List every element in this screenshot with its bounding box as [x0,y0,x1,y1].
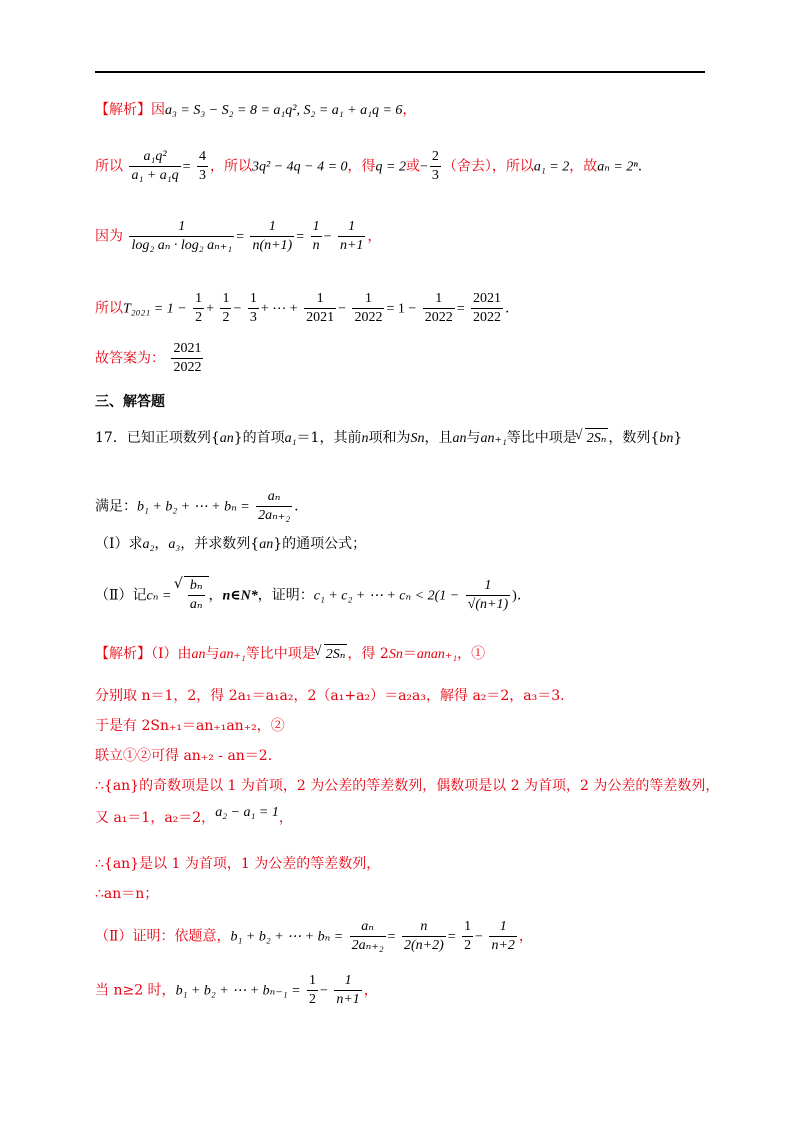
text: ，证明： [257,587,314,604]
fraction [193,290,204,327]
fraction [129,148,180,185]
numerator: 1 [307,972,318,991]
text: ，且 [424,430,453,446]
numerator: 1 [334,972,361,991]
text: } [673,430,683,446]
numerator: 1 [248,290,259,309]
text: ， [154,536,169,552]
text: ，所以 [210,158,252,175]
text: 当 n≥2 时， [95,982,176,999]
denominator: 2022 [354,310,383,325]
sqrt-fraction [184,576,209,614]
solution-line-1 [95,100,416,121]
text: 与 [205,646,220,662]
denominator: 2 [222,310,230,325]
fraction [197,148,208,185]
formula: n∈N* [222,588,258,604]
solution-line-3: 因为 $\frac{1}{\text{log₂ aₙ · log₂ aₙ₊₁}}$ = $\frac{1}{n(n+1)}$ = $\frac{1}{n}$ − $\frac{1}{n+1}$ ， [95,219,382,253]
solution-17-line-5: ∴{an}的奇数项是以 1 为首项，2 为公差的等差数列，偶数项是以 2 为首项，2 为公差的等差数列， [95,778,720,794]
solution-17-line-4: 联立①②可得 an₊₂ - an＝2. [95,748,273,764]
denominator: aₙ [189,597,203,612]
text: （舍去），所以 [442,158,534,175]
fraction [129,218,234,255]
fraction [248,290,259,327]
answer-label: 故答案为： [95,350,165,367]
numerator: 2021 [471,290,503,309]
denominator: a₁ + a₁q [131,168,179,183]
fraction [256,488,292,525]
denominator: 2022 [424,310,453,325]
formula: a₁ = 2 [533,159,570,175]
header-rule [95,71,705,73]
punct: . [294,498,299,515]
solution-17-line-3: 于是有 2Sn₊₁＝an₊₁an₊₂，② [95,718,285,734]
formula: 3q² − 4q − 4 = 0 [252,159,348,175]
solution-17-line-8: ∴an＝n； [95,886,159,902]
fraction [188,577,205,614]
formula: T₂₀₂₁ = 1 − [123,301,187,317]
denominator: 2022 [173,360,202,375]
formula: + ⋯ + [260,301,298,317]
answer-fraction [171,340,203,377]
text: 等比中项是 [245,646,316,662]
question-17-part-1 [95,534,366,555]
text: ＝ [402,646,417,662]
text: 或 [406,158,420,175]
solution-17-line-2: 分别取 n＝1，2，得 2a₁＝a₁a₂，2（a₁+a₂）＝a₂a₃，解得 a₂＝2，a₃＝3. [95,688,565,704]
solution-17-line-6 [95,805,293,829]
formula: = 1 − [386,301,417,317]
text: （Ⅱ）证明：依题意， [95,928,231,945]
text: ，得 [347,158,376,175]
numerator: 1 [338,218,365,237]
text: 等比中项是 [506,430,577,446]
numerator: 1 [193,290,204,309]
equals: = [182,159,191,175]
text: 17．已知正项数列{ [95,430,220,446]
sqrt-formula: √ 2Sₙ [324,644,348,665]
formula: a₂ − a₁ = 1 [215,805,279,820]
fraction [471,290,503,327]
fraction [250,218,294,255]
fraction [402,918,446,955]
punct: . [637,158,643,175]
denominator: 2022 [473,310,502,325]
punct: ， [367,228,382,245]
numerator: n [402,918,446,937]
text: ，① [457,646,486,662]
formula: c₁ + c₂ + ⋯ + cₙ < 2(1 − [313,588,460,604]
fraction [489,918,516,955]
text: 因为 [95,228,123,245]
text: ， [278,810,293,826]
var: an [259,537,274,552]
denominator: log₂ aₙ · log₂ aₙ₊₁ [131,238,233,253]
denominator: √(n+1) [467,597,509,612]
fraction [334,972,361,1009]
var: Sn [388,647,403,662]
denominator: n+1 [336,992,360,1007]
denominator: 2aₙ₊₂ [351,938,384,953]
numerator: aₙ [350,918,386,937]
text: 【解析】（Ⅰ）由 [95,646,192,662]
fraction [307,972,318,1009]
punct: . [505,300,510,317]
denominator: n+2 [491,938,515,953]
formula: aₙ = 2ⁿ [597,159,638,175]
var: a₁ [284,431,297,446]
denominator: 3 [249,310,257,325]
fraction [311,218,322,255]
numerator: 1 [462,918,473,937]
fraction [462,918,473,955]
numerator: √ bₙ [188,577,205,596]
denominator: 2 [195,310,203,325]
solution-17-line-1 [95,644,485,665]
denominator: 2(n+2) [403,938,444,953]
denominator: 2aₙ₊₂ [258,508,291,523]
var: an₊₁ [219,647,246,662]
text: ， [208,587,223,604]
text: （Ⅰ）求 [95,536,143,552]
solution-17-line-9: （Ⅱ）证明：依题意，b₁ + b₂ + ⋯ + bₙ = $\frac{\text{aₙ}}{\text{2aₙ₊₂}}$ = $\frac{n}{2(n+2)}$ = $\frac{1}{2}$ − $\frac{1}{n+2}$ ， [95,919,533,953]
var: an [191,647,206,662]
solution-17-line-7: ∴{an}是以 1 为首项，1 为公差的等差数列， [95,856,381,872]
paren: ) [512,588,517,604]
text: ， [518,928,533,945]
formula: cₙ = [146,588,172,604]
question-17-part-2 [95,576,521,614]
numerator: 1 [304,290,336,309]
sqrt-formula: √ 2Sₙ [585,428,609,449]
var: an [219,431,234,446]
fraction [304,290,336,327]
numerator: 2021 [171,340,203,359]
numerator: aₙ [256,488,292,507]
text: ，故 [569,158,598,175]
var: anan₊₁ [416,647,458,662]
denominator: n(n+1) [252,238,293,253]
var: Sn [410,431,425,446]
numerator: 1 [352,290,384,309]
numerator: 1 [220,290,231,309]
text: }的首项 [233,430,285,446]
solution-line-4: 所以T₂₀₂₁ = 1 − $\frac{1}{2}$ + $\frac{1}{2}$ − $\frac{1}{3}$ + ⋯ + $\frac{1}{2021}$ − $\frac{1}{2022}$ = 1 − $\frac{1}{2022}$ = $\frac{2021}{2022}$ . [95,291,510,325]
text: 所以 [95,300,123,317]
text: （Ⅱ）记 [95,587,147,604]
punct: ， [402,102,417,118]
text: 所以 [95,158,123,175]
numerator: 1 [423,290,455,309]
formula: b₁ + b₂ + ⋯ + bₙ = [137,499,250,515]
numerator: 4 [197,148,208,167]
question-17-line-1 [95,428,682,449]
denominator: n+1 [339,238,364,253]
fraction [220,290,231,327]
text: 又 a₁＝1，a₂＝2， [95,810,216,826]
text: ， [363,982,378,999]
formula: a₃ = S₃ − S₂ = 8 = a₁q², S₂ = a₁ + a₁q = 6 [165,103,403,118]
fraction [430,148,441,185]
var: bn [659,431,674,446]
answer-line [95,340,205,377]
text: 满足： [95,498,137,515]
question-17-line-2 [95,488,299,525]
formula: q = 2 [375,159,406,175]
denominator: 2 [308,992,316,1007]
var: an [452,431,467,446]
var: a₃ [168,537,181,552]
solution-label: 【解析】因 [95,102,165,118]
solution-17-line-10: 当 n≥2 时，b₁ + b₂ + ⋯ + bₙ₋₁ = $\frac{1}{2}$ − $\frac{1}{n+1}$ ， [95,973,378,1007]
numerator: 1 [489,918,516,937]
denominator: n [312,238,320,253]
fraction [466,577,510,614]
numerator: 1 [129,218,234,237]
denominator: 2021 [306,310,335,325]
text: 与 [466,430,481,446]
numerator: 1 [250,218,294,237]
numerator: 1 [311,218,322,237]
numerator: 1 [466,577,510,596]
text: ＝1，其前 [296,430,362,446]
numerator: a₁q² [129,148,180,167]
text: ，并求数列{ [180,536,260,552]
denominator: 2 [464,938,472,953]
punct: . [516,587,522,604]
formula: b₁ + b₂ + ⋯ + bₙ = [230,929,344,945]
fraction [352,290,384,327]
fraction [338,218,365,255]
section-heading: 三、解答题 [95,394,165,410]
var: an₊₁ [480,431,507,446]
numerator: 2 [430,148,441,167]
formula: b₁ + b₂ + ⋯ + bₙ₋₁ = [175,983,301,999]
var: n [361,431,369,446]
text: 项和为 [368,430,411,446]
fraction [350,918,386,955]
var: a₂ [142,537,155,552]
text: ，数列{ [608,430,660,446]
text: ，得 2 [347,646,389,662]
text: }的通项公式； [273,536,367,552]
denominator: 3 [199,168,206,183]
fraction [423,290,455,327]
solution-line-2: 所以 $\frac{\text{a₁q²}}{\text{a₁ + a₁q}}$ = $\frac{4}{3}$ ，所以3q² − 4q − 4 = 0，得q = 2或− $\frac{2}{3}$ （舍去），所以a₁ = 2，故aₙ = 2ⁿ. [95,149,643,183]
denominator: 3 [431,168,439,183]
